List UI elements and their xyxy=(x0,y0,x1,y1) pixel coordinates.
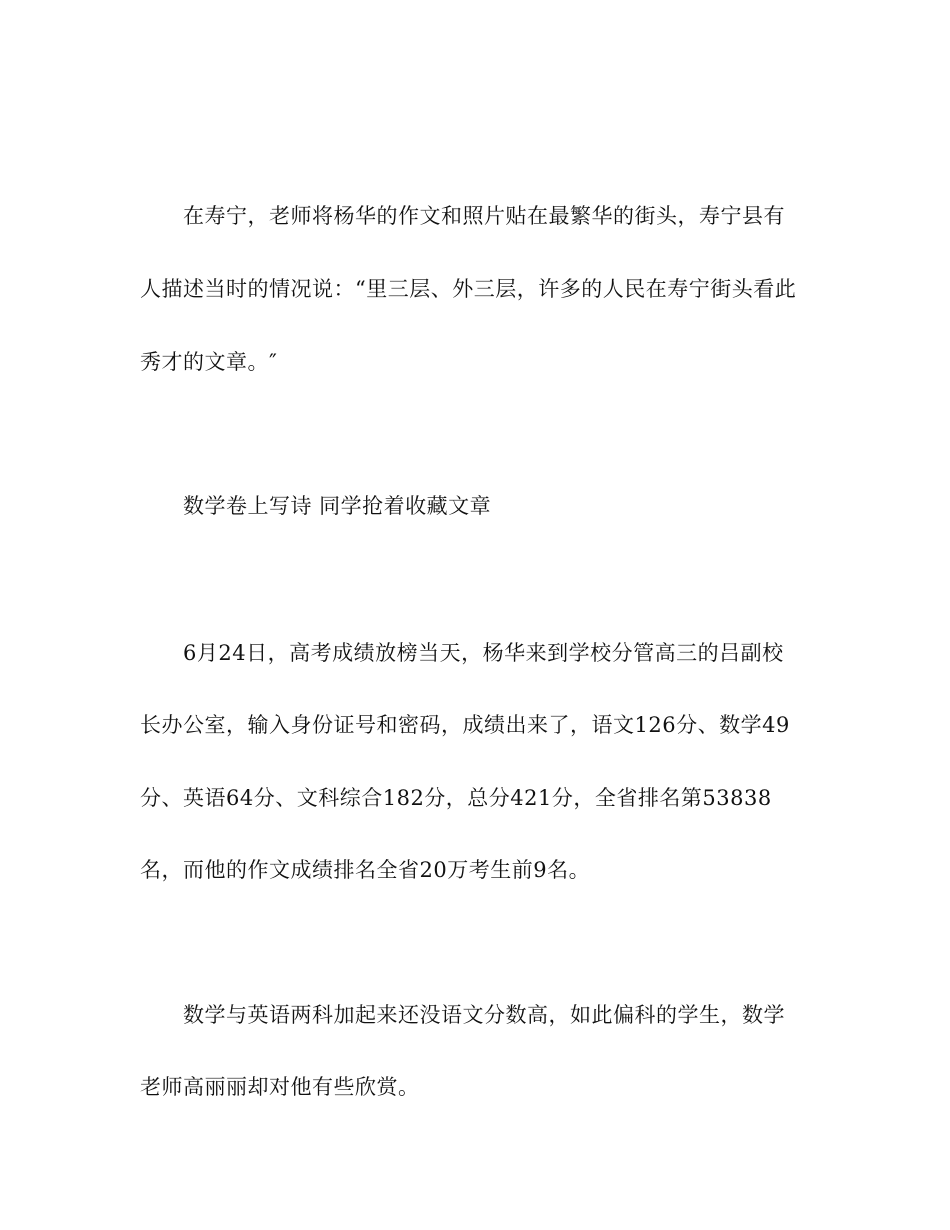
paragraph-2-line-2: 长办公室，输入身份证号和密码，成绩出来了，语文126分、数学49 xyxy=(140,713,790,737)
paragraph-2-line-4: 名，而他的作文成绩排名全省20万考生前9名。 xyxy=(140,858,591,882)
paragraph-3-line-2: 老师高丽丽却对他有些欣赏。 xyxy=(140,1075,420,1099)
paragraph-1-line-3: 秀才的文章。″ xyxy=(140,350,278,374)
section-heading: 数学卷上写诗 同学抢着收藏文章 xyxy=(183,494,492,518)
paragraph-1-line-2: 人描述当时的情况说：“里三层、外三层，许多的人民在寿宁街头看此 xyxy=(140,277,797,301)
paragraph-2-line-1: 6月24日，高考成绩放榜当天，杨华来到学校分管高三的吕副校 xyxy=(183,641,784,665)
paragraph-2-line-3: 分、英语64分、文科综合182分，总分421分，全省排名第53838 xyxy=(140,786,772,810)
paragraph-1-line-1: 在寿宁，老师将杨华的作文和照片贴在最繁华的街头，寿宁县有 xyxy=(183,204,785,228)
paragraph-3-line-1: 数学与英语两科加起来还没语文分数高，如此偏科的学生，数学 xyxy=(183,1003,785,1027)
